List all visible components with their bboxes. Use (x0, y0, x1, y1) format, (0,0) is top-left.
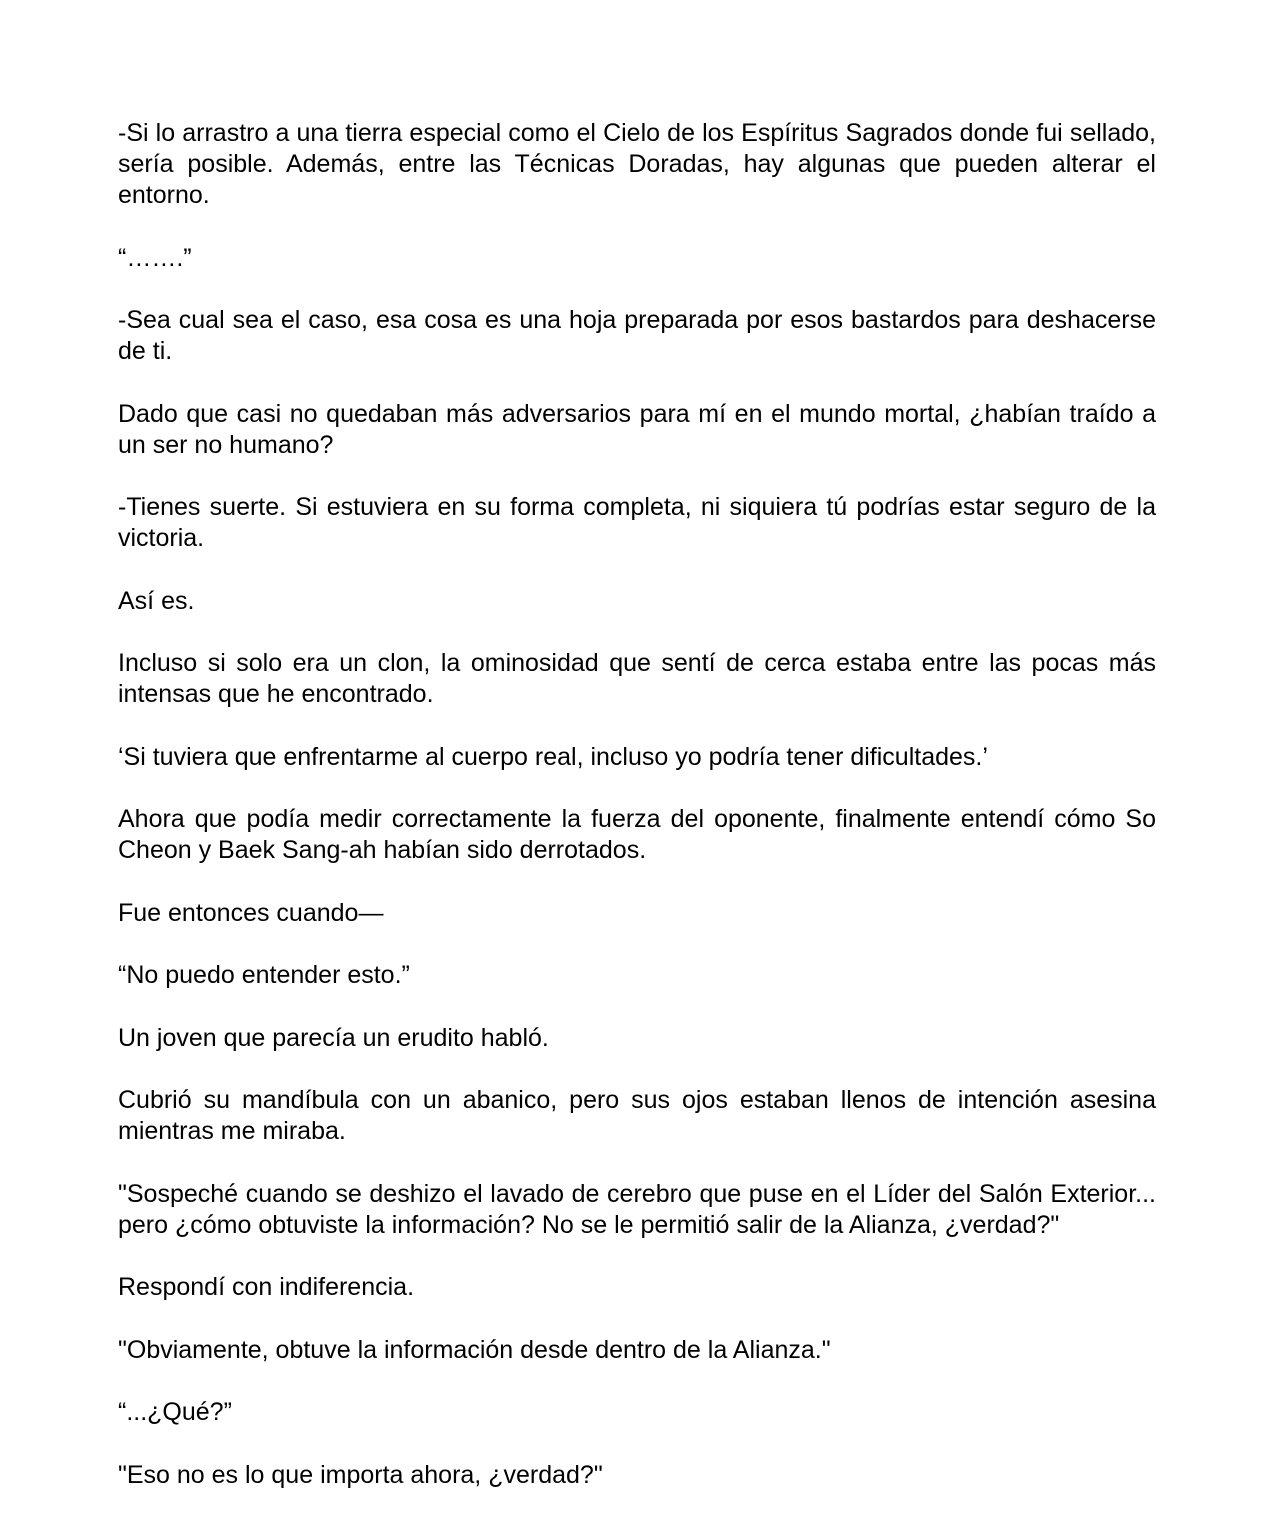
paragraph: Dado que casi no quedaban más adversarios para mí en el mundo mortal, ¿habían traído a un ser no humano? (118, 399, 1156, 459)
paragraph: "Eso no es lo que importa ahora, ¿verdad?" (118, 1460, 603, 1489)
paragraph: Un joven que parecía un erudito habló. (118, 1023, 549, 1052)
paragraph: -Tienes suerte. Si estuviera en su forma completa, ni siquiera tú podrías estar seguro de la victoria. (118, 493, 1156, 552)
paragraph: Cubrió su mandíbula con un abanico, pero sus ojos estaban llenos de intención asesina mientras me miraba. (118, 1086, 1156, 1145)
paragraph: Incluso si solo era un clon, la ominosidad que sentí de cerca estaba entre las pocas más intensas que he encontrado. (118, 649, 1156, 708)
paragraph: Respondí con indiferencia. (118, 1273, 415, 1301)
document-page (118, 118, 1156, 1522)
paragraph: Ahora que podía medir correctamente la fuerza del oponente, finalmente entendí cómo So Cheon y Baek Sang-ah habían sido derrotados. (118, 805, 1156, 864)
paragraph: "Obviamente, obtuve la información desde dentro de la Alianza." (118, 1335, 831, 1364)
paragraph: -Si lo arrastro a una tierra especial como el Cielo de los Espíritus Sagrados donde fui sellado, sería posible. Además, entre las Técnicas Doradas, hay algunas que pueden alterar el entorno. (118, 119, 1156, 209)
paragraph: "Sospeché cuando se deshizo el lavado de cerebro que puse en el Líder del Salón Exterior... pero ¿cómo obtuviste la información? No se le permitió salir de la Alianza, ¿verdad?" (118, 1179, 1156, 1239)
paragraph: “…….” (118, 243, 192, 272)
paragraph: ‘Si tuviera que enfrentarme al cuerpo real, incluso yo podría tener dificultades.’ (118, 742, 988, 771)
paragraph: Así es. (118, 586, 195, 615)
paragraph: “...¿Qué?” (118, 1398, 232, 1426)
paragraph: Fue entonces cuando— (118, 898, 384, 927)
paragraph: “No puedo entender esto.” (118, 961, 410, 989)
paragraph: -Sea cual sea el caso, esa cosa es una hoja preparada por esos bastardos para deshacerse de ti. (118, 306, 1156, 365)
